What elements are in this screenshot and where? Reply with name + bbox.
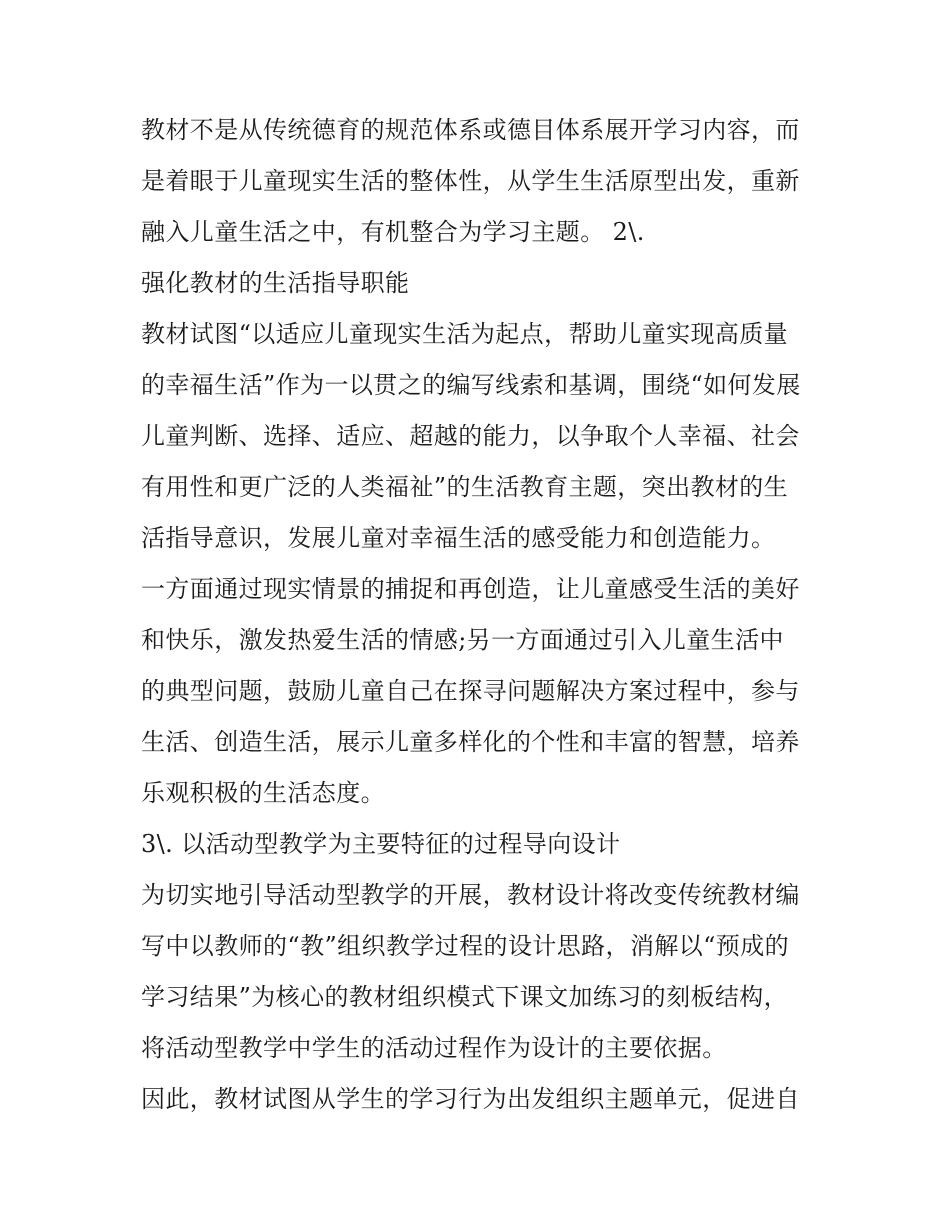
text-line: 生活、创造生活，展示儿童多样化的个性和丰富的智慧，培养 [141,728,800,756]
text-line: 写中以教师的“教”组织教学过程的设计思路，消解以“预成的 [141,932,790,960]
text-line: 乐观积极的生活态度。 [141,779,385,807]
text-line: 因此，教材试图从学生的学习行为出发组织主题单元，促进自 [141,1085,800,1113]
section-heading: 3\. 以活动型教学为主要特征的过程导向设计 [141,830,621,858]
text-line: 为切实地引导活动型教学的开展，教材设计将改变传统教材编 [141,881,800,909]
text-line: 儿童判断、选择、适应、超越的能力，以争取个人幸福、社会 [141,422,800,450]
text-line: 将活动型教学中学生的活动过程作为设计的主要依据。 [141,1034,727,1062]
text-line: 的典型问题，鼓励儿童自己在探寻问题解决方案过程中，参与 [141,677,800,705]
text-line: 一方面通过现实情景的捕捉和再创造，让儿童感受生活的美好 [141,575,800,603]
text-line: 有用性和更广泛的人类福祉”的生活教育主题，突出教材的生 [141,473,789,501]
text-line: 的幸福生活”作为一以贯之的编写线索和基调，围绕“如何发展 [141,371,801,399]
section-heading: 强化教材的生活指导职能 [141,269,410,297]
text-line: 教材试图“以适应儿童现实生活为起点，帮助儿童实现高质量 [141,320,789,348]
text-line: 学习结果”为核心的教材组织模式下课文加练习的刻板结构， [141,983,789,1011]
text-line: 融入儿童生活之中，有机整合为学习主题。 2\. [141,218,645,246]
text-line: 和快乐，激发热爱生活的情感;另一方面通过引入儿童生活中 [141,626,784,654]
text-line: 活指导意识，发展儿童对幸福生活的感受能力和创造能力。 [141,524,776,552]
text-line: 是着眼于儿童现实生活的整体性，从学生生活原型出发，重新 [141,167,800,195]
text-line: 教材不是从传统德育的规范体系或德目体系展开学习内容，而 [141,116,800,144]
